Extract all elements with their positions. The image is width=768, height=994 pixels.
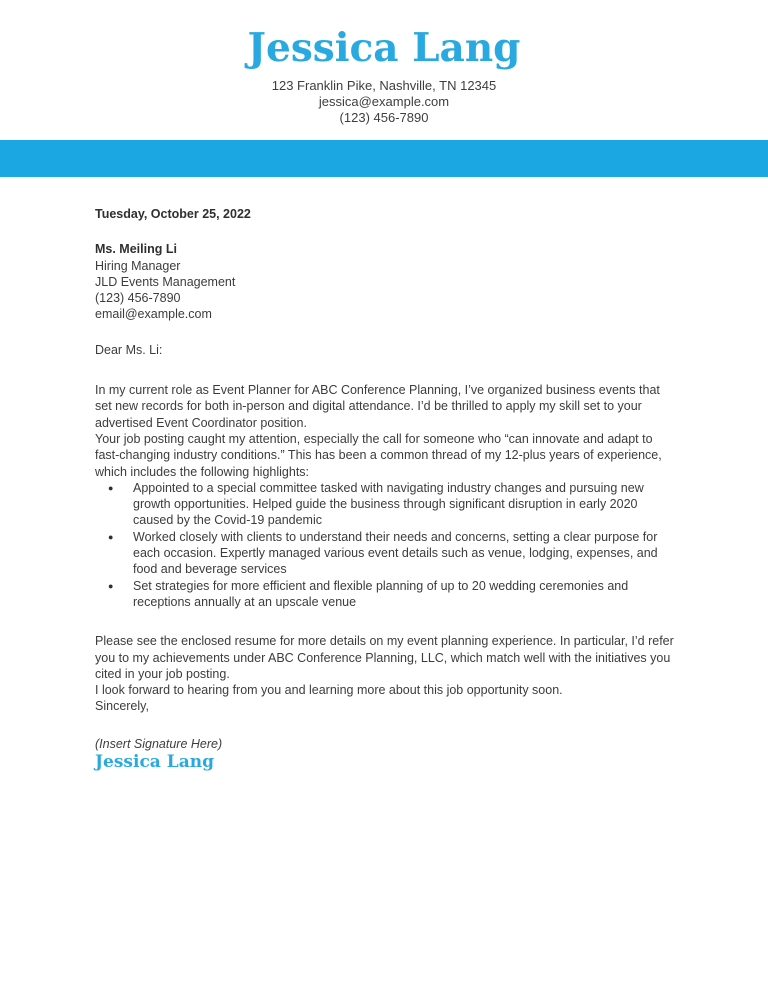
letter-body: [0, 177, 768, 772]
bullet-icon: ●: [108, 482, 114, 493]
salutation: Dear Ms. Li:: [95, 342, 163, 357]
highlight-text: Worked closely with clients to understand their needs and concerns, setting a clear purpose for each occasion. Expertly managed various event details such as venue, lodging, expenses, and food and beverage services: [133, 529, 658, 577]
highlight-text: Appointed to a special committee tasked with navigating industry changes and pursuing new growth opportunities. Helped guide the business through significant disruption in early 2020 caused by the Covid-19 pandemic: [133, 480, 644, 528]
header-email: jessica@example.com: [318, 94, 450, 109]
signature-name: Jessica Lang: [95, 752, 214, 773]
header-phone: (123) 456-7890: [339, 110, 429, 125]
header-name: Jessica Lang: [247, 25, 521, 71]
sign-off: Sincerely,: [95, 699, 149, 714]
paragraph-look-forward: I look forward to hearing from you and learning more about this job opportunity soon.: [95, 683, 563, 698]
highlight-text: Set strategies for more efficient and flexible planning of up to 20 wedding ceremonies and receptions annually at an upscale venue: [133, 578, 629, 609]
recipient-email: email@example.com: [95, 307, 212, 322]
highlights-list: [95, 480, 677, 610]
recipient-block: [95, 241, 677, 322]
highlight-item: [108, 529, 677, 578]
paragraph-intro: In my current role as Event Planner for ABC Conference Planning, I’ve organized business events that set new records for both in-person and digital attendance. I’d be thrilled to apply my skill set to your advertised Event Coordinator position.: [95, 383, 660, 430]
signature-placeholder: (Insert Signature Here): [95, 736, 223, 751]
recipient-title: Hiring Manager: [95, 258, 181, 273]
paragraph-job-posting: Your job posting caught my attention, especially the call for someone who “can innovate and adapt to fast-changing industry conditions.” This has been a common thread of my 12-plus years of experience, which includes the following highlights:: [95, 431, 662, 479]
header-address: 123 Franklin Pike, Nashville, TN 12345: [271, 78, 497, 93]
bullet-icon: ●: [108, 580, 114, 591]
accent-bar: [0, 140, 768, 177]
recipient-company: JLD Events Management: [95, 274, 236, 289]
highlight-item: [108, 578, 677, 611]
recipient-name: Ms. Meiling Li: [95, 242, 177, 257]
highlight-item: [108, 480, 677, 529]
bullet-icon: ●: [108, 531, 114, 542]
recipient-phone: (123) 456-7890: [95, 291, 181, 306]
paragraph-resume: Please see the enclosed resume for more details on my event planning experience. In particular, I’d refer you to my achievements under ABC Conference Planning, LLC, which match well with the initiatives you cited in your job posting.: [95, 634, 674, 681]
letter-date: Tuesday, October 25, 2022: [95, 207, 251, 221]
letter-header: [0, 0, 768, 126]
